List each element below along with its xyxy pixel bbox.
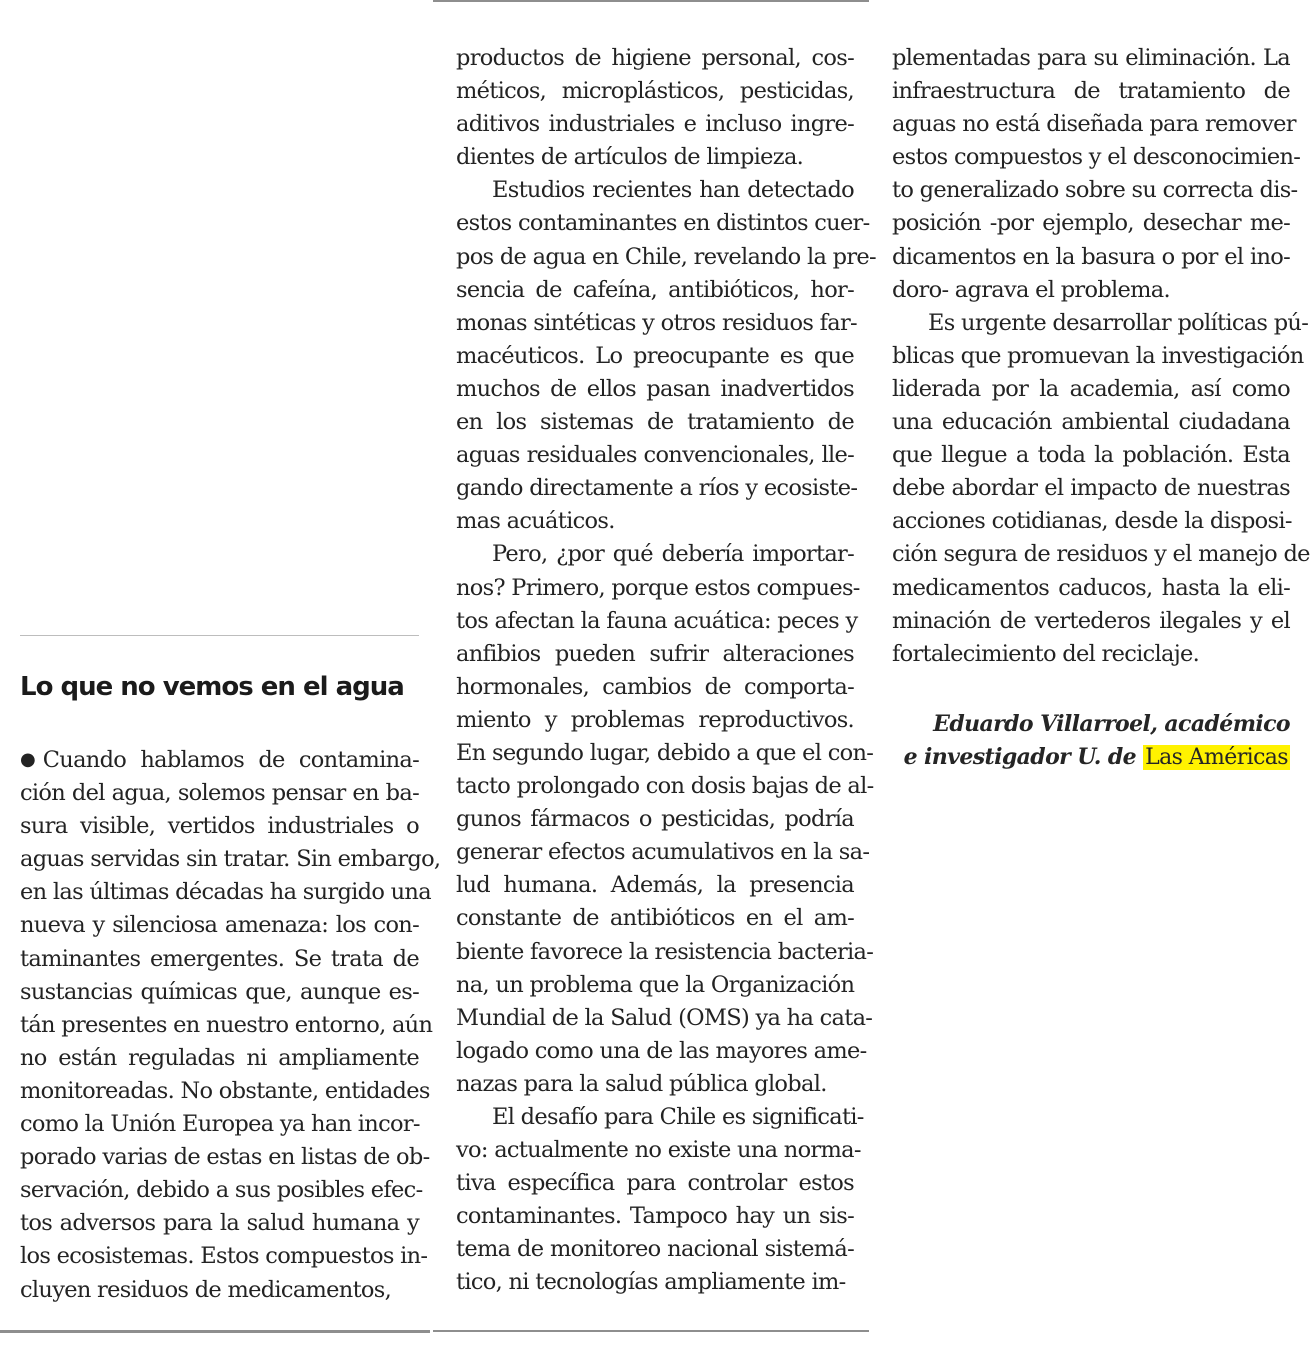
text-line-content: Cuando hablamos de contamina-: [42, 747, 419, 773]
text-line: estos compuestos y el desconocimien-: [892, 144, 1301, 171]
signature-prefix: e investigador U. de: [903, 744, 1144, 770]
text-line: que llegue a toda la población. Esta: [892, 442, 1290, 469]
text-line: logado como una de las mayores ame-: [456, 1037, 867, 1064]
text-line: sustancias químicas que, aunque es-: [20, 978, 419, 1005]
text-line: ción del agua, solemos pensar en ba-: [20, 780, 419, 807]
text-line: gunos fármacos o pesticidas, podría: [456, 806, 854, 833]
text-line: ción segura de residuos y el manejo de: [892, 541, 1310, 568]
text-line: cluyen residuos de medicamentos,: [20, 1276, 392, 1303]
text-line: tán presentes en nuestro entorno, aún: [20, 1011, 433, 1038]
article-column-1: [20, 743, 441, 1307]
article-column-2: [456, 42, 876, 1300]
text-line: servación, debido a sus posibles efec-: [20, 1177, 423, 1204]
text-line: méticos, microplásticos, pesticidas,: [456, 78, 854, 105]
text-line: tiva específica para controlar estos: [456, 1170, 854, 1197]
signature-line-2: [904, 741, 1290, 774]
text-line: vo: actualmente no existe una norma-: [456, 1137, 861, 1164]
text-line: estos contaminantes en distintos cuer-: [456, 210, 870, 237]
text-line: [20, 743, 419, 777]
text-line: debe abordar el impacto de nuestras: [892, 475, 1290, 502]
text-line: minación de vertederos ilegales y el: [892, 607, 1290, 634]
top-rule-col2: [433, 0, 869, 2]
text-line: Pero, ¿por qué debería importar-: [492, 541, 854, 568]
headline-rule: [20, 635, 419, 636]
text-line: doro- agrava el problema.: [892, 276, 1170, 303]
text-line: una educación ambiental ciudadana: [892, 409, 1290, 436]
bottom-rule-col1: [0, 1330, 430, 1333]
text-line: no están reguladas ni ampliamente: [20, 1044, 419, 1071]
text-line: biente favorece la resistencia bacteria-: [456, 938, 874, 965]
text-line: blicas que promuevan la investigación: [892, 342, 1304, 369]
text-line: generar efectos acumulativos en la sa-: [456, 839, 870, 866]
text-line: aditivos industriales e incluso ingre-: [456, 111, 854, 138]
article-column-3: [892, 42, 1310, 671]
text-line: tema de monitoreo nacional sistemá-: [456, 1236, 854, 1263]
text-line: to generalizado sobre su correcta dis-: [892, 177, 1298, 204]
text-line: El desafío para Chile es significati-: [492, 1104, 864, 1130]
text-line: porado varias de estas en listas de ob-: [20, 1144, 430, 1171]
text-line: medicamentos caducos, hasta la eli-: [892, 574, 1290, 601]
text-line: nueva y silenciosa amenaza: los con-: [20, 912, 419, 939]
text-line: miento y problemas reproductivos.: [456, 706, 854, 733]
text-line: tacto prolongado con dosis bajas de al-: [456, 773, 874, 800]
text-line: aguas residuales convencionales, lle-: [456, 442, 854, 469]
bottom-rule-col2: [433, 1330, 869, 1332]
text-line: pos de agua en Chile, revelando la pre-: [456, 243, 876, 270]
text-line: hormonales, cambios de comporta-: [456, 673, 854, 700]
text-line: los ecosistemas. Estos compuestos in-: [20, 1243, 428, 1270]
text-line: nos? Primero, porque estos compues-: [456, 574, 860, 601]
article-headline: Lo que no vemos en el agua: [20, 672, 404, 702]
text-line: na, un problema que la Organización: [456, 971, 855, 998]
text-line: aguas servidas sin tratar. Sin embargo,: [20, 846, 441, 873]
text-line: muchos de ellos pasan inadvertidos: [456, 375, 854, 402]
text-line: gando directamente a ríos y ecosiste-: [456, 475, 858, 502]
text-line: taminantes emergentes. Se trata de: [20, 945, 419, 972]
text-line: constante de antibióticos en el am-: [456, 905, 854, 932]
text-line: fortalecimiento del reciclaje.: [892, 640, 1200, 667]
bullet-icon: ●: [20, 749, 43, 770]
text-line: Mundial de la Salud (OMS) ya ha cata-: [456, 1004, 873, 1031]
text-line: productos de higiene personal, cos-: [456, 45, 854, 71]
text-line: liderada por la academia, así como: [892, 375, 1290, 402]
text-line: tos afectan la fauna acuática: peces y: [456, 607, 858, 634]
text-line: como la Unión Europea ya han incor-: [20, 1111, 420, 1138]
text-line: nazas para la salud pública global.: [456, 1070, 827, 1097]
text-line: mas acuáticos.: [456, 508, 615, 535]
text-line: monas sintéticas y otros residuos far-: [456, 309, 857, 336]
text-line: monitoreadas. No obstante, entidades: [20, 1077, 430, 1104]
text-line: Estudios recientes han detectado: [492, 177, 854, 204]
text-line: tos adversos para la salud humana y: [20, 1210, 419, 1237]
text-line: sencia de cafeína, antibióticos, hor-: [456, 276, 854, 303]
text-line: Es urgente desarrollar políticas pú-: [928, 309, 1309, 336]
text-line: En segundo lugar, debido a que el con-: [456, 739, 874, 766]
text-line: en los sistemas de tratamiento de: [456, 409, 854, 436]
text-line: en las últimas décadas ha surgido una: [20, 879, 431, 906]
text-line: lud humana. Además, la presencia: [456, 872, 854, 899]
text-line: dicamentos en la basura o por el ino-: [892, 243, 1290, 270]
highlighted-institution: Las Américas: [1145, 745, 1288, 770]
text-line: infraestructura de tratamiento de: [892, 78, 1290, 105]
text-line: aguas no está diseñada para remover: [892, 111, 1296, 138]
signature-line-1: Eduardo Villarroel, académico: [933, 711, 1290, 737]
author-signature: [904, 708, 1290, 774]
text-line: macéuticos. Lo preocupante es que: [456, 342, 854, 369]
text-line: acciones cotidianas, desde la disposi-: [892, 508, 1292, 535]
text-line: tico, ni tecnologías ampliamente im-: [456, 1269, 846, 1296]
text-line: contaminantes. Tampoco hay un sis-: [456, 1203, 854, 1230]
text-line: dientes de artículos de limpieza.: [456, 144, 804, 171]
text-line: plementadas para su eliminación. La: [892, 45, 1290, 71]
text-line: sura visible, vertidos industriales o: [20, 813, 419, 840]
text-line: anfibios pueden sufrir alteraciones: [456, 640, 854, 667]
text-line: posición -por ejemplo, desechar me-: [892, 210, 1290, 237]
